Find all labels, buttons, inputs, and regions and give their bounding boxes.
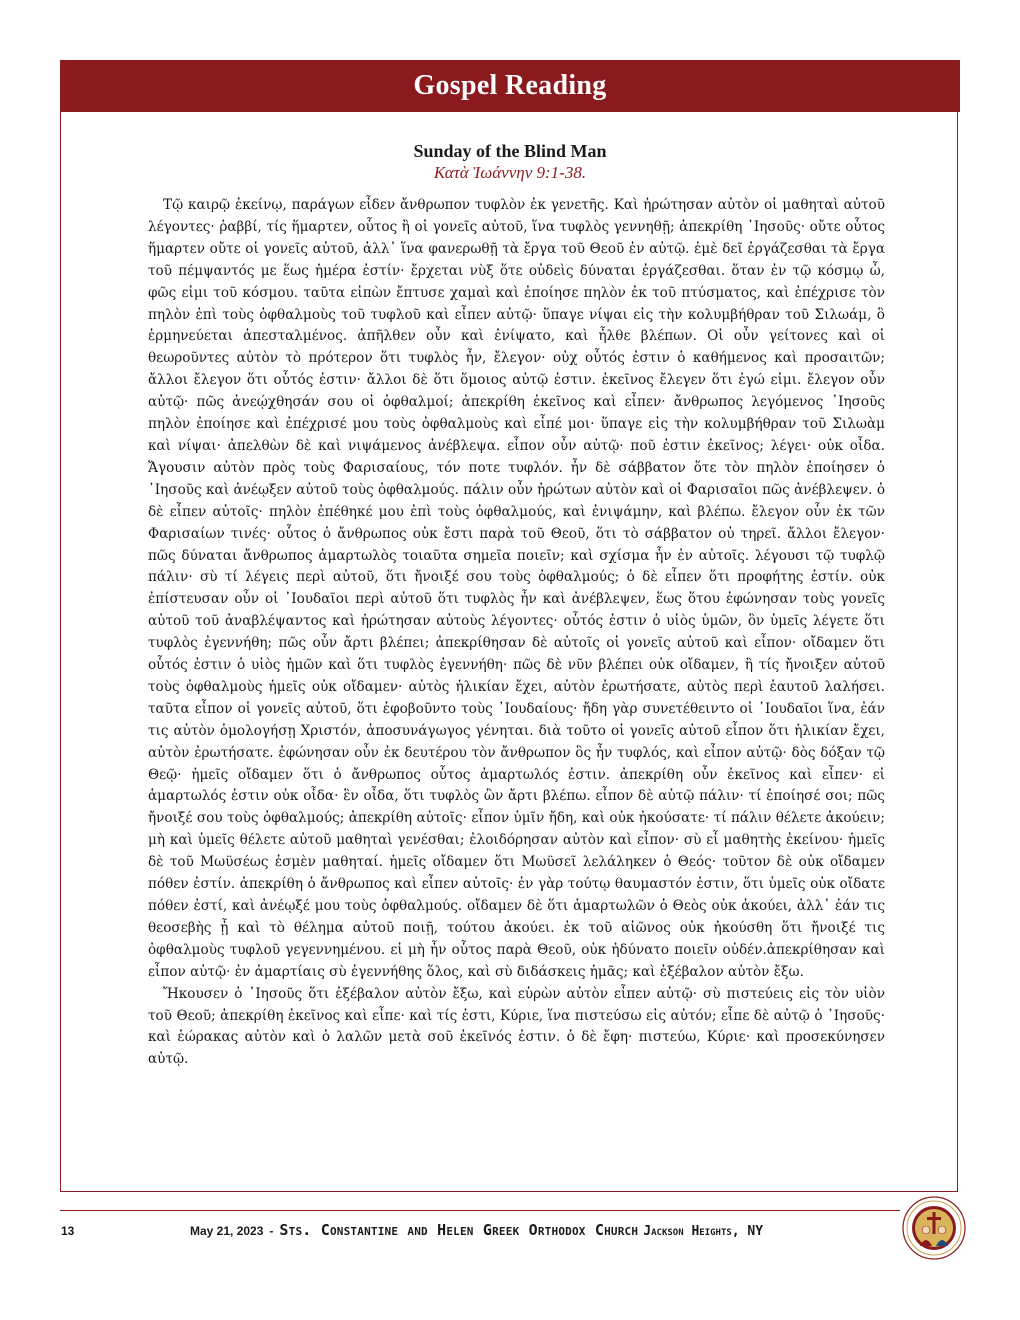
scripture-reference: Κατὰ Ἰωάννην 9:1-38. xyxy=(433,163,587,182)
reading-paragraph: Ἤκουσεν ὁ ᾿Ιησοῦς ὅτι ἐξέβαλον αὐτὸν ἔξω, καὶ εὑρὼν αὐτὸν εἶπεν αὐτῷ· σὺ πιστεύεις εἰς τὸν υἱὸν τοῦ Θεοῦ; ἀπεκρίθη ἐκεῖνος καὶ εἶπε· καὶ τίς ἐστι, Κύριε, ἵνα πιστεύσω εἰς αὐτόν; εἶπε δὲ αὐτῷ ὁ ᾿Ιησοῦς· καὶ ἑώρακας αὐτὸν καὶ ὁ λαλῶν μετὰ σοῦ ἐκεῖνός ἐστιν. ὁ δὲ ἔφη· πιστεύω, Κύριε· καὶ προσεκύνησεν αὐτῷ. xyxy=(148,985,885,1068)
church-name: Sts. Constantine and Helen Greek Orthodox Church xyxy=(279,1221,639,1239)
church-seal-icon xyxy=(902,1196,966,1260)
church-location: Jackson Heights, NY xyxy=(643,1224,764,1239)
footer-separator: - xyxy=(269,1224,274,1238)
reading-paragraph: Τῷ καιρῷ ἐκείνῳ, παράγων εἶδεν ἄνθρωπον τυφλὸν ἐκ γενετῆς. Καὶ ἠρώτησαν αὐτὸν οἱ μαθηταὶ αὐτοῦ λέγοντες· ῥαββί, τίς ἥμαρτεν, οὗτος ἢ οἱ γονεῖς αὐτοῦ, ἵνα τυφλὸς γεννηθῇ; ἀπεκρίθη ᾿Ιησοῦς· οὔτε οὗτος ἥμαρτεν οὔτε οἱ γονεῖς αὐτοῦ, ἀλλ᾿ ἵνα φανερωθῇ τὰ ἔργα τοῦ Θεοῦ ἐν αὐτῷ. ἐμὲ δεῖ ἐργάζεσθαι τὰ ἔργα τοῦ πέμψαντός με ἕως ἡμέρα ἐστίν· ἔρχεται νὺξ ὅτε οὐδεὶς δύναται ἐργάζεσθαι. ὅταν ἐν τῷ κόσμῳ ὦ, φῶς εἰμι τοῦ κόσμου. ταῦτα εἰπὼν ἔπτυσε χαμαὶ καὶ ἐποίησε πηλὸν ἐκ τοῦ πτύσματος, καὶ ἐπέχρισε τὸν πηλὸν ἐπὶ τοὺς ὀφθαλμοὺς τοῦ τυφλοῦ καὶ εἶπεν αὐτῷ· ὕπαγε νίψαι εἰς τὴν κολυμβήθραν τοῦ Σιλωάμ, ὃ ἑρμηνεύεται ἀπεσταλμένος. ἀπῆλθεν οὖν καὶ ἐνίψατο, καὶ ἦλθε βλέπων. Οἱ οὖν γείτονες καὶ οἱ θεωροῦντες αὐτὸν τὸ πρότερον ὅτι τυφλὸς ἦν, ἔλεγον· οὐχ οὗτός ἐστιν ὁ καθήμενος καὶ προσαιτῶν; ἄλλοι ἔλεγον ὅτι οὗτός ἐστιν· ἄλλοι δὲ ὅτι ὅμοιος αὐτῷ ἐστιν. ἐκεῖνος ἔλεγεν ὅτι ἐγώ εἰμι. ἔλεγον οὖν αὐτῷ· πῶς ἀνεῴχθησάν σου οἱ ὀφθαλμοί; ἀπεκρίθη ἐκεῖνος καὶ εἶπεν· ἄνθρωπος λεγόμενος ᾿Ιησοῦς πηλὸν ἐποίησε καὶ ἐπέχρισέ μου τοὺς ὀφθαλμοὺς καὶ εἶπέ μοι· ὕπαγε εἰς τὴν κολυμβήθραν τοῦ Σιλωὰμ καὶ νίψαι· ἀπελθὼν δὲ καὶ νιψάμενος ἀνέβλεψα. εἶπον οὖν αὐτῷ· ποῦ ἐστιν ἐκεῖνος; λέγει· οὐκ οἶδα. Ἄγουσιν αὐτὸν πρὸς τοὺς Φαρισαίους, τόν ποτε τυφλόν. ἦν δὲ σάββατον ὅτε τὸν πηλὸν ἐποίησεν ὁ ᾿Ιησοῦς καὶ ἀνέῳξεν αὐτοῦ τοὺς ὀφθαλμούς. πάλιν οὖν ἠρώτων αὐτὸν καὶ οἱ Φαρισαῖοι πῶς ἀνέβλεψεν. ὁ δὲ εἶπεν αὐτοῖς· πηλὸν ἐπέθηκέ μου ἐπὶ τοὺς ὀφθαλμούς, καὶ ἐνιψάμην, καὶ βλέπω. ἔλεγον οὖν ἐκ τῶν Φαρισαίων τινές· οὗτος ὁ ἄνθρωπος οὐκ ἔστι παρὰ τοῦ Θεοῦ, ὅτι τὸ σάββατον οὐ τηρεῖ. ἄλλοι ἔλεγον· πῶς δύναται ἄνθρωπος ἁμαρτωλὸς τοιαῦτα σημεῖα ποιεῖν; καὶ σχίσμα ἦν ἐν αὐτοῖς. λέγουσι τῷ τυφλῷ πάλιν· σὺ τί λέγεις περὶ αὐτοῦ, ὅτι ἤνοιξέ σου τοὺς ὀφθαλμούς; ὁ δὲ εἶπεν ὅτι προφήτης ἐστίν. οὐκ ἐπίστευσαν οὖν οἱ ᾿Ιουδαῖοι περὶ αὐτοῦ ὅτι τυφλὸς ἦν καὶ ἀνέβλεψεν, ἕως ὅτου ἐφώνησαν τοὺς γονεῖς αὐτοῦ τοῦ ἀναβλέψαντος καὶ ἠρώτησαν αὐτοὺς λέγοντες· οὗτός ἐστιν ὁ υἱὸς ὑμῶν, ὃν ὑμεῖς λέγετε ὅτι τυφλὸς ἐγεννήθη; πῶς οὖν ἄρτι βλέπει; ἀπεκρίθησαν δὲ αὐτοῖς οἱ γονεῖς αὐτοῦ καὶ εἶπον· οἴδαμεν ὅτι οὗτός ἐστιν ὁ υἱὸς ἡμῶν καὶ ὅτι τυφλὸς ἐγεννήθη· πῶς δὲ νῦν βλέπει οὐκ οἴδαμεν, ἢ τίς ἤνοιξεν αὐτοῦ τοὺς ὀφθαλμοὺς ἡμεῖς οὐκ οἴδαμεν· αὐτὸς ἡλικίαν ἔχει, αὐτὸν ἐρωτήσατε, αὐτὸς περὶ ἑαυτοῦ λαλήσει. ταῦτα εἶπον οἱ γονεῖς αὐτοῦ, ὅτι ἐφοβοῦντο τοὺς ᾿Ιουδαίους· ἤδη γὰρ συνετέθειντο οἱ ᾿Ιουδαῖοι ἵνα, ἐάν τις αὐτὸν ὁμολογήσῃ Χριστόν, ἀποσυνάγωγος γένηται. διὰ τοῦτο οἱ γονεῖς αὐτοῦ εἶπον ὅτι ἡλικίαν ἔχει, αὐτὸν ἐρωτήσατε. ἐφώνησαν οὖν ἐκ δευτέρου τὸν ἄνθρωπον ὃς ἦν τυφλός, καὶ εἶπον αὐτῷ· δὸς δόξαν τῷ Θεῷ· ἡμεῖς οἴδαμεν ὅτι ὁ ἄνθρωπος οὗτος ἁμαρτωλός ἐστιν. ἀπεκρίθη οὖν ἐκεῖνος καὶ εἶπεν· εἰ ἁμαρτωλός ἐστιν οὐκ οἶδα· ἓν οἶδα, ὅτι τυφλὸς ὢν ἄρτι βλέπω. εἶπον δὲ αὐτῷ πάλιν· τί ἐποίησέ σοι; πῶς ἤνοιξέ σου τοὺς ὀφθαλμούς; ἀπεκρίθη αὐτοῖς· εἶπον ὑμῖν ἤδη, καὶ οὐκ ἠκούσατε· τί πάλιν θέλετε ἀκούειν; μὴ καὶ ὑμεῖς θέλετε αὐτοῦ μαθηταὶ γενέσθαι; ἐλοιδόρησαν αὐτὸν καὶ εἶπον· σὺ εἶ μαθητὴς ἐκείνου· ἡμεῖς δὲ τοῦ Μωϋσέως ἐσμὲν μαθηταί. ἡμεῖς οἴδαμεν ὅτι Μωϋσεῖ λελάληκεν ὁ Θεός· τοῦτον δὲ οὐκ οἴδαμεν πόθεν ἐστίν. ἀπεκρίθη ὁ ἄνθρωπος καὶ εἶπεν αὐτοῖς· ἐν γὰρ τούτῳ θαυμαστόν ἐστιν, ὅτι ὑμεῖς οὐκ οἴδατε πόθεν ἐστί, καὶ ἀνέῳξέ μου τοὺς ὀφθαλμούς. οἴδαμεν δὲ ὅτι ἁμαρτωλῶν ὁ Θεὸς οὐκ ἀκούει, ἀλλ᾿ ἐάν τις θεοσεβὴς ᾖ καὶ τὸ θέλημα αὐτοῦ ποιῇ, τούτου ἀκούει. ἐκ τοῦ αἰῶνος οὐκ ἠκούσθη ὅτι ἤνοιξέ τις ὀφθαλμοὺς τυφλοῦ γεγεννημένου. εἰ μὴ ἦν οὗτος παρὰ Θεοῦ, οὐκ ἠδύνατο ποιεῖν οὐδέν.ἀπεκρίθησαν καὶ εἶπον αὐτῷ· ἐν ἁμαρτίαις σὺ ἐγεννήθης ὅλος, καὶ σὺ διδάσκεις ἡμᾶς; καὶ ἐξέβαλον αὐτὸν ἔξω. xyxy=(148,197,885,980)
page-number: 13 xyxy=(61,1224,75,1238)
bulletin-date: May 21, 2023 xyxy=(190,1224,264,1238)
reading-text xyxy=(148,195,885,1071)
reading-title: Sunday of the Blind Man xyxy=(413,141,607,161)
reading-heading xyxy=(60,140,960,183)
footer-divider xyxy=(60,1210,900,1211)
section-banner xyxy=(60,60,960,112)
footer-info xyxy=(190,1220,870,1239)
section-title: Gospel Reading xyxy=(413,70,607,101)
